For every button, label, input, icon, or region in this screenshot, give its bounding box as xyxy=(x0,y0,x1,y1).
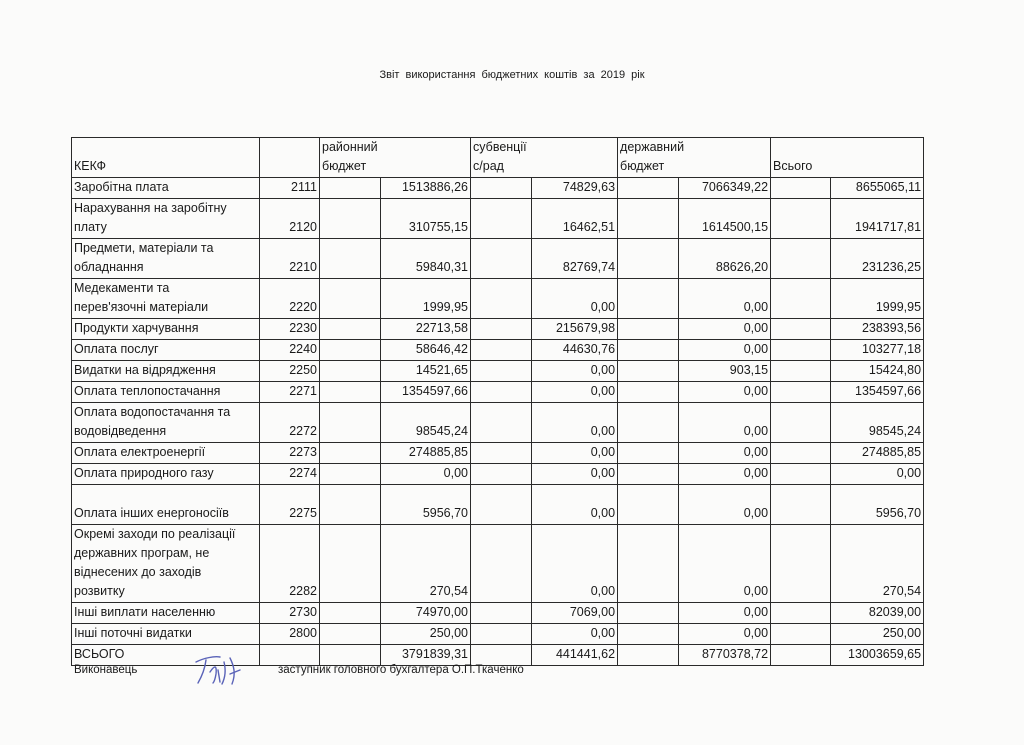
row-state-amount: 0,00 xyxy=(679,279,771,319)
row-subventions-amount: 74829,63 xyxy=(532,178,618,199)
row-spacer xyxy=(618,382,679,403)
row-code: 2111 xyxy=(260,178,320,199)
row-spacer xyxy=(771,624,831,645)
row-spacer xyxy=(320,239,381,279)
row-spacer xyxy=(771,403,831,443)
row-total-amount: 5956,70 xyxy=(831,485,924,525)
row-spacer xyxy=(771,319,831,340)
row-code: 2273 xyxy=(260,443,320,464)
table-row xyxy=(72,239,924,279)
table-row xyxy=(72,279,924,319)
row-kekf-name: Предмети, матеріали та обладнання xyxy=(72,239,260,279)
row-district-amount: 1513886,26 xyxy=(381,178,471,199)
row-subventions-amount: 0,00 xyxy=(532,464,618,485)
row-subventions-amount: 0,00 xyxy=(532,443,618,464)
row-spacer xyxy=(320,403,381,443)
row-spacer xyxy=(471,382,532,403)
row-total-amount: 274885,85 xyxy=(831,443,924,464)
row-spacer xyxy=(618,403,679,443)
row-spacer xyxy=(618,443,679,464)
row-spacer xyxy=(320,382,381,403)
row-total-amount: 238393,56 xyxy=(831,319,924,340)
row-district-amount: 1999,95 xyxy=(381,279,471,319)
row-kekf-name: Окремі заходи по реалізації державних програм, не віднесених до заходів розвитку xyxy=(72,525,260,603)
row-kekf-name: ВСЬОГО xyxy=(72,645,260,666)
row-spacer xyxy=(618,645,679,666)
row-spacer xyxy=(618,178,679,199)
row-kekf-name: Оплата теплопостачання xyxy=(72,382,260,403)
row-subventions-amount: 7069,00 xyxy=(532,603,618,624)
row-total-amount: 1354597,66 xyxy=(831,382,924,403)
row-spacer xyxy=(320,443,381,464)
row-spacer xyxy=(471,624,532,645)
row-subventions-amount: 82769,74 xyxy=(532,239,618,279)
row-kekf-name: Нарахування на заробітну плату xyxy=(72,199,260,239)
row-state-amount: 0,00 xyxy=(679,443,771,464)
row-spacer xyxy=(771,525,831,603)
table-row xyxy=(72,361,924,382)
row-code: 2274 xyxy=(260,464,320,485)
row-total-amount: 0,00 xyxy=(831,464,924,485)
row-spacer xyxy=(471,403,532,443)
row-spacer xyxy=(471,525,532,603)
row-subventions-amount: 0,00 xyxy=(532,485,618,525)
row-state-amount: 0,00 xyxy=(679,403,771,443)
row-spacer xyxy=(471,279,532,319)
row-district-amount: 0,00 xyxy=(381,464,471,485)
row-total-amount: 1999,95 xyxy=(831,279,924,319)
row-district-amount: 1354597,66 xyxy=(381,382,471,403)
row-code: 2250 xyxy=(260,361,320,382)
row-code: 2240 xyxy=(260,340,320,361)
row-subventions-amount: 16462,51 xyxy=(532,199,618,239)
document-title: Звіт використання бюджетних коштів за 2019 рік xyxy=(379,69,645,81)
row-spacer xyxy=(771,199,831,239)
row-spacer xyxy=(618,603,679,624)
row-total-amount: 1941717,81 xyxy=(831,199,924,239)
row-district-amount: 310755,15 xyxy=(381,199,471,239)
row-state-amount: 903,15 xyxy=(679,361,771,382)
row-code: 2275 xyxy=(260,485,320,525)
header-total: Всього xyxy=(771,138,924,178)
table-row xyxy=(72,443,924,464)
row-district-amount: 5956,70 xyxy=(381,485,471,525)
row-spacer xyxy=(771,178,831,199)
row-kekf-name: Заробітна плата xyxy=(72,178,260,199)
row-total-amount: 13003659,65 xyxy=(831,645,924,666)
row-spacer xyxy=(618,485,679,525)
row-kekf-name: Інші поточні видатки xyxy=(72,624,260,645)
row-spacer xyxy=(618,464,679,485)
row-spacer xyxy=(771,443,831,464)
row-kekf-name: Інші виплати населенню xyxy=(72,603,260,624)
row-spacer xyxy=(471,603,532,624)
row-district-amount: 250,00 xyxy=(381,624,471,645)
row-spacer xyxy=(618,340,679,361)
row-spacer xyxy=(771,603,831,624)
table-row xyxy=(72,403,924,443)
row-state-amount: 0,00 xyxy=(679,464,771,485)
table-row xyxy=(72,319,924,340)
row-total-amount: 15424,80 xyxy=(831,361,924,382)
row-spacer xyxy=(471,239,532,279)
row-state-amount: 88626,20 xyxy=(679,239,771,279)
row-spacer xyxy=(320,279,381,319)
row-total-amount: 231236,25 xyxy=(831,239,924,279)
row-district-amount: 59840,31 xyxy=(381,239,471,279)
row-state-amount: 0,00 xyxy=(679,603,771,624)
row-spacer xyxy=(471,199,532,239)
row-state-amount: 8770378,72 xyxy=(679,645,771,666)
row-kekf-name: Оплата послуг xyxy=(72,340,260,361)
executor-label: Виконавець xyxy=(74,664,138,676)
row-code: 2800 xyxy=(260,624,320,645)
row-code: 2282 xyxy=(260,525,320,603)
row-subventions-amount: 0,00 xyxy=(532,624,618,645)
row-spacer xyxy=(771,279,831,319)
row-kekf-name: Медекаменти та перев'язочні матеріали xyxy=(72,279,260,319)
row-spacer xyxy=(618,199,679,239)
row-state-amount: 1614500,15 xyxy=(679,199,771,239)
row-spacer xyxy=(771,239,831,279)
row-subventions-amount: 44630,76 xyxy=(532,340,618,361)
row-district-amount: 274885,85 xyxy=(381,443,471,464)
row-code xyxy=(260,645,320,666)
row-spacer xyxy=(471,443,532,464)
row-spacer xyxy=(320,178,381,199)
header-kekf: КЕКФ xyxy=(72,138,260,178)
row-spacer xyxy=(618,319,679,340)
table-header-row xyxy=(72,138,924,178)
row-state-amount: 0,00 xyxy=(679,525,771,603)
table-row xyxy=(72,485,924,525)
row-spacer xyxy=(320,199,381,239)
header-state-budget: державний бюджет xyxy=(618,138,771,178)
row-kekf-name: Видатки на відрядження xyxy=(72,361,260,382)
row-spacer xyxy=(320,361,381,382)
row-spacer xyxy=(618,279,679,319)
row-state-amount: 0,00 xyxy=(679,319,771,340)
budget-report-table xyxy=(71,137,924,666)
row-spacer xyxy=(320,464,381,485)
row-total-amount: 98545,24 xyxy=(831,403,924,443)
row-spacer xyxy=(771,485,831,525)
row-subventions-amount: 0,00 xyxy=(532,361,618,382)
table-row xyxy=(72,199,924,239)
row-subventions-amount: 0,00 xyxy=(532,279,618,319)
row-state-amount: 0,00 xyxy=(679,340,771,361)
row-spacer xyxy=(771,361,831,382)
row-district-amount: 14521,65 xyxy=(381,361,471,382)
row-spacer xyxy=(771,340,831,361)
row-state-amount: 0,00 xyxy=(679,382,771,403)
row-district-amount: 270,54 xyxy=(381,525,471,603)
row-kekf-name: Продукти харчування xyxy=(72,319,260,340)
row-total-amount: 82039,00 xyxy=(831,603,924,624)
header-subventions: субвенції с/рад xyxy=(471,138,618,178)
table-row xyxy=(72,340,924,361)
row-total-amount: 270,54 xyxy=(831,525,924,603)
table-row xyxy=(72,382,924,403)
row-spacer xyxy=(471,178,532,199)
row-kekf-name: Оплата електроенергії xyxy=(72,443,260,464)
signature xyxy=(190,652,254,693)
row-district-amount: 3791839,31 xyxy=(381,645,471,666)
row-kekf-name: Оплата інших енергоносіїв xyxy=(72,485,260,525)
row-spacer xyxy=(320,525,381,603)
row-code: 2210 xyxy=(260,239,320,279)
row-state-amount: 0,00 xyxy=(679,624,771,645)
row-total-amount: 103277,18 xyxy=(831,340,924,361)
signer-name: заступник головного бухгалтера О.П.Ткаченко xyxy=(278,664,524,676)
row-spacer xyxy=(471,340,532,361)
row-code: 2271 xyxy=(260,382,320,403)
row-spacer xyxy=(320,485,381,525)
row-district-amount: 58646,42 xyxy=(381,340,471,361)
handwritten-signature-icon xyxy=(190,652,254,688)
row-state-amount: 0,00 xyxy=(679,485,771,525)
row-total-amount: 250,00 xyxy=(831,624,924,645)
row-spacer xyxy=(771,382,831,403)
row-spacer xyxy=(320,340,381,361)
row-spacer xyxy=(471,319,532,340)
row-kekf-name: Оплата водопостачання та водовідведення xyxy=(72,403,260,443)
row-code: 2730 xyxy=(260,603,320,624)
row-code: 2220 xyxy=(260,279,320,319)
row-subventions-amount: 0,00 xyxy=(532,525,618,603)
row-code: 2272 xyxy=(260,403,320,443)
row-spacer xyxy=(320,603,381,624)
table-row xyxy=(72,525,924,603)
row-spacer xyxy=(618,361,679,382)
row-spacer xyxy=(471,645,532,666)
row-district-amount: 98545,24 xyxy=(381,403,471,443)
row-district-amount: 74970,00 xyxy=(381,603,471,624)
row-total-amount: 8655065,11 xyxy=(831,178,924,199)
row-code: 2120 xyxy=(260,199,320,239)
row-spacer xyxy=(618,624,679,645)
table-row xyxy=(72,624,924,645)
header-code-cell xyxy=(260,138,320,178)
row-subventions-amount: 0,00 xyxy=(532,382,618,403)
row-spacer xyxy=(618,525,679,603)
row-subventions-amount: 441441,62 xyxy=(532,645,618,666)
row-spacer xyxy=(471,464,532,485)
table-row xyxy=(72,178,924,199)
header-district-budget: районний бюджет xyxy=(320,138,471,178)
row-spacer xyxy=(320,645,381,666)
row-spacer xyxy=(471,361,532,382)
row-spacer xyxy=(471,485,532,525)
table-row xyxy=(72,464,924,485)
row-subventions-amount: 215679,98 xyxy=(532,319,618,340)
row-spacer xyxy=(618,239,679,279)
row-spacer xyxy=(771,645,831,666)
table-row xyxy=(72,603,924,624)
row-subventions-amount: 0,00 xyxy=(532,403,618,443)
row-spacer xyxy=(320,624,381,645)
row-state-amount: 7066349,22 xyxy=(679,178,771,199)
row-district-amount: 22713,58 xyxy=(381,319,471,340)
row-spacer xyxy=(320,319,381,340)
row-kekf-name: Оплата природного газу xyxy=(72,464,260,485)
row-spacer xyxy=(771,464,831,485)
row-code: 2230 xyxy=(260,319,320,340)
